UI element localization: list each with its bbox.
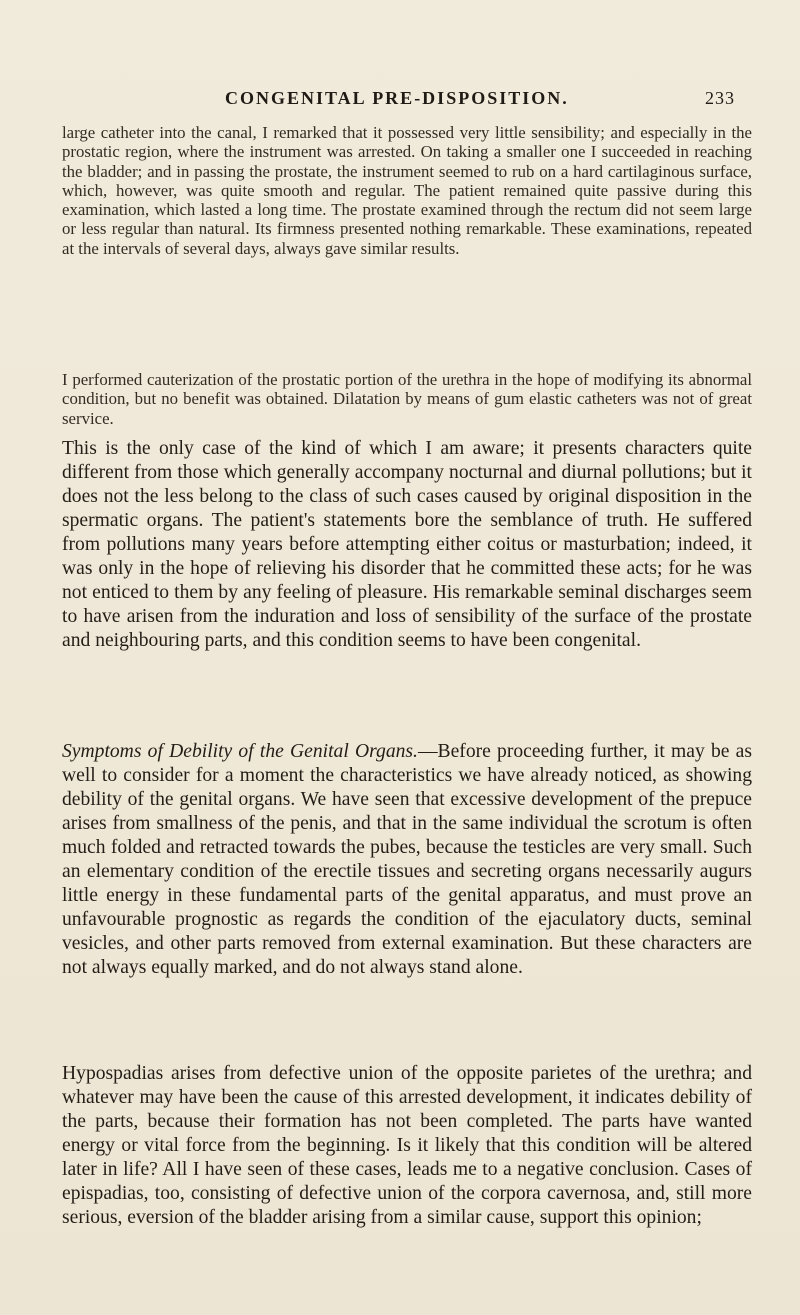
paragraph-3-text: This is the only case of the kind of which I am aware; it presents characters quite different from those which generally accompany nocturnal and diurnal pollutions; but it does not the less belong to the class of such cases caused by original disposition in the spermatic organs. The patient's statements bore the semblance of truth. He suffered from pollutions many years before attempting either coitus or masturbation; indeed, it was only in the hope of relieving his disorder that he committed these acts; for he was not enticed to them by any feeling of pleasure. His remarkable seminal discharges seem to have arisen from the induration and loss of sensibility of the surface of the prostate and neighbouring parts, and this condition seems to have been congenital. [62,438,752,651]
section-heading: Symptoms of Debility of the Genital Organs. [62,741,418,762]
paragraph-4-text: Before proceeding further, it may be as well to consider for a moment the characteristics we have already noticed, as showing debility of the genital organs. We have seen that excessive development of the prepuce arises from smallness of the penis, and that in the same individual the scrotum is often much folded and retracted towards the pubes, because the testicles are very small. Such an elementary condition of the erectile tissues and secreting organs necessarily augurs little energy in these fundamental parts of the genital apparatus, and must prove an unfavourable prognostic as regards the condition of the ejaculatory ducts, seminal vesicles, and other parts removed from external examination. But these characters are not always equally marked, and do not always stand alone. [62,741,752,978]
case-detail-paragraph [62,123,752,258]
debility-section-paragraph: Symptoms of Debility of the Genital Organs.—Before proceeding further, it may be as well to consider for a moment the characteristics we have already noticed, as showing debility of the genital organs. We have seen that excessive development of the prepuce arises from smallness of the penis, and that in the same individual the scrotum is often much folded and retracted towards the pubes, because the testicles are very small. Such an elementary condition of the erectile tissues and secreting organs necessarily augurs little energy in these fundamental parts of the genital apparatus, and must prove an unfavourable prognostic as regards the condition of the ejaculatory ducts, seminal vesicles, and other parts removed from external examination. But these characters are not always equally marked, and do not always stand alone. [62,741,752,978]
page-number: 233 [705,88,735,108]
page-header [225,88,735,114]
case-analysis-paragraph [62,437,752,653]
paragraph-5-text: Hypospadias arises from defective union of the opposite parietes of the urethra; and whatever may have been the cause of this arrested development, it indicates debility of the parts, because their formation has not been completed. The parts have wanted energy or vital force from the beginning. Is it likely that this condition will be altered later in life? All I have seen of these cases, leads me to a negative conclusion. Cases of epispadias, too, consisting of defective union of the corpora cavernosa, and, still more serious, eversion of the bladder arising from a similar cause, support this opinion; [62,1063,752,1228]
paragraph-2-text: I performed cauterization of the prostatic portion of the urethra in the hope of modifying its abnormal condition, but no benefit was obtained. Dilatation by means of gum elastic catheters was not of great service. [62,370,752,428]
treatment-paragraph [62,370,752,428]
hypospadias-paragraph [62,1062,752,1230]
running-title: CONGENITAL PRE-DISPOSITION. [225,88,569,108]
paragraph-1-text: large catheter into the canal, I remarked that it possessed very little sensibility; and especially in the prostatic region, where the instrument was arrested. On taking a smaller one I succeeded in reaching the bladder; and in passing the prostate, the instrument seemed to rub on a hard cartilaginous surface, which, however, was quite smooth and regular. The patient remained quite passive during this examination, which lasted a long time. The prostate examined through the rectum did not seem large or less regular than natural. Its firmness presented nothing remarkable. These examinations, repeated at the intervals of several days, always gave similar results. [62,123,752,258]
